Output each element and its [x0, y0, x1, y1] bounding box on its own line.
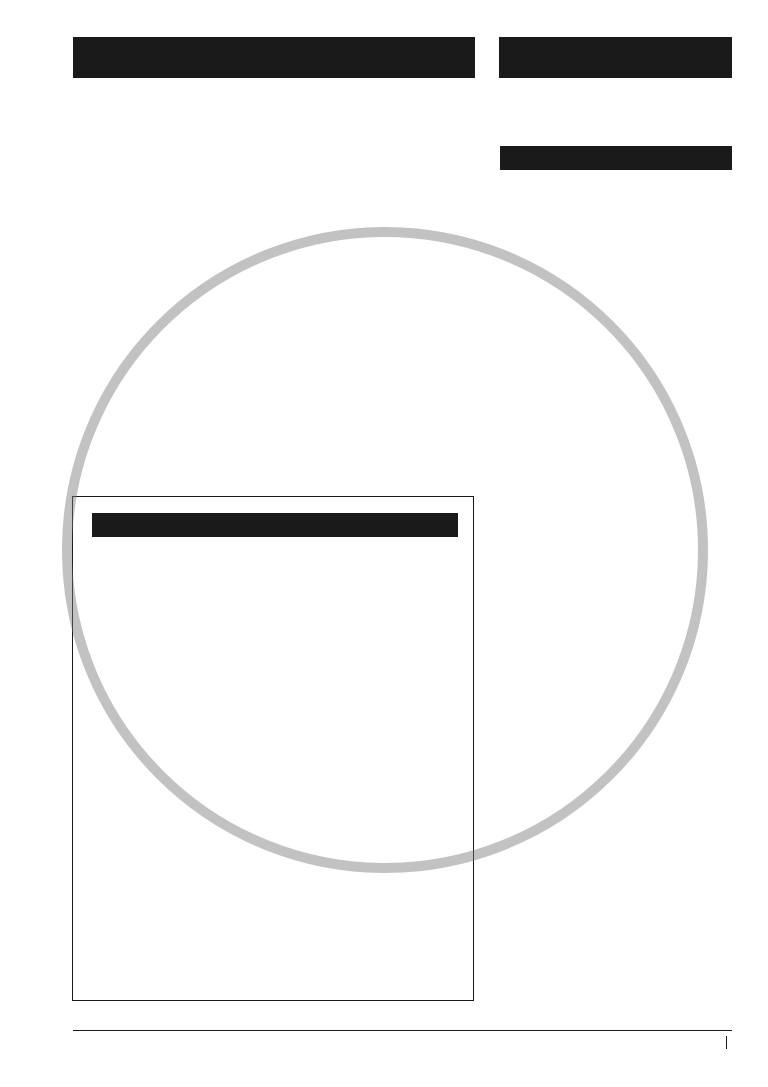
introduction-body [73, 88, 475, 96]
where-to-use-heading [92, 513, 458, 537]
contents-heading [499, 37, 732, 78]
puzzles-heading [500, 146, 732, 170]
where-to-use-body [92, 549, 458, 557]
introduction-heading [73, 37, 475, 78]
footer-page-info [721, 1036, 732, 1049]
footer-separator [726, 1036, 727, 1049]
footer-divider [73, 1030, 732, 1031]
where-to-use-box [72, 496, 474, 1001]
